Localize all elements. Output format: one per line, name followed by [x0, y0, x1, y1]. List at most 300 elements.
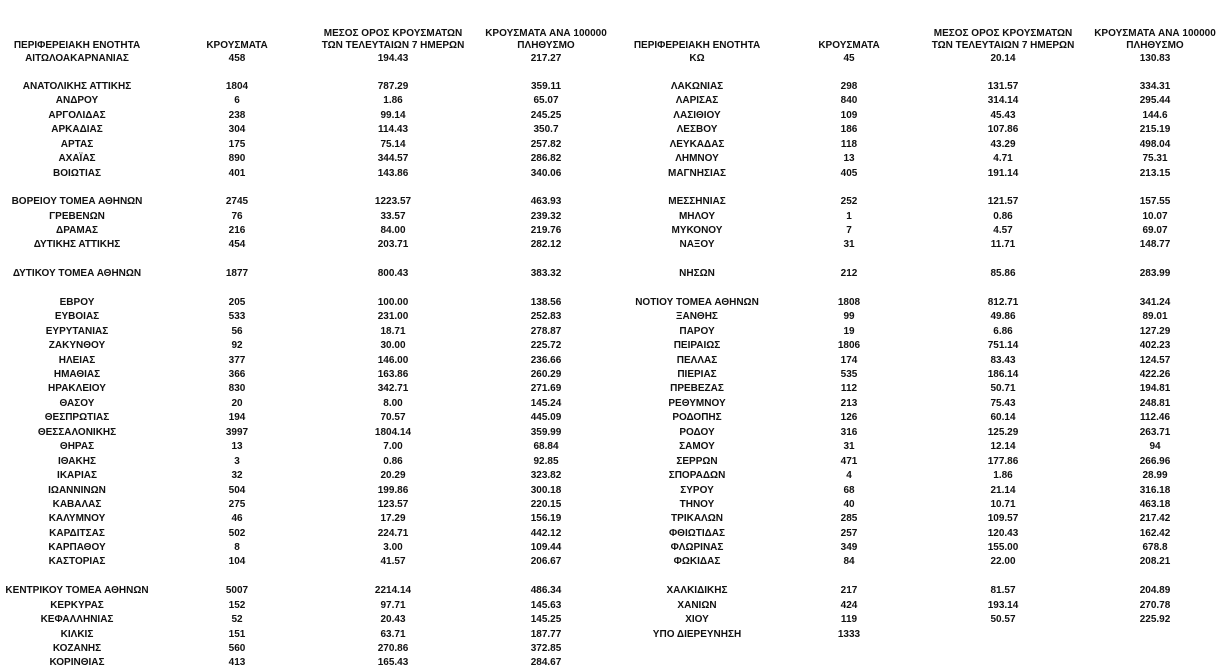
per100k-value: 69.07 — [1142, 225, 1168, 236]
per100k-value: 156.19 — [530, 513, 562, 524]
avg7-value: 0.86 — [993, 211, 1013, 222]
avg7-value: 6.86 — [993, 326, 1013, 337]
region-name: ΒΟΙΩΤΙΑΣ — [53, 168, 101, 179]
cases-value: 84 — [843, 556, 855, 567]
region-name: ΚΑΒΑΛΑΣ — [52, 499, 102, 510]
cases-value: 119 — [840, 614, 858, 625]
per100k-value: 402.23 — [1139, 340, 1171, 351]
avg7-value: 123.57 — [377, 499, 409, 510]
region-name: ΔΥΤΙΚΗΣ ΑΤΤΙΚΗΣ — [33, 239, 121, 250]
cases-value: 31 — [843, 441, 855, 452]
region-name: ΑΡΤΑΣ — [60, 139, 94, 150]
cases-value: 3 — [234, 456, 240, 467]
per100k-value: 208.21 — [1139, 556, 1171, 567]
avg7-value: 50.71 — [990, 383, 1016, 394]
region-name: ΡΟΔΟΥ — [679, 427, 715, 438]
avg7-value: 7.00 — [383, 441, 403, 452]
cases-value: 830 — [228, 383, 246, 394]
avg7-value: 60.14 — [990, 412, 1016, 423]
region-name: ΣΠΟΡΑΔΩΝ — [668, 470, 726, 481]
avg7-value: 70.57 — [380, 412, 406, 423]
header-avg7 — [932, 28, 1075, 52]
per100k-value: 350.7 — [533, 124, 559, 135]
per100k-value: 68.84 — [533, 441, 559, 452]
cases-value: 1333 — [837, 629, 861, 640]
cases-value: 13 — [231, 441, 243, 452]
per100k-value: 138.56 — [530, 297, 562, 308]
per100k-value: 94 — [1149, 441, 1161, 452]
per100k-value: 252.83 — [530, 311, 562, 322]
per100k-value: 323.82 — [530, 470, 562, 481]
header-per100k-line1: ΚΡΟΥΣΜΑΤΑ ΑΝΑ 100000 — [485, 28, 607, 39]
cases-value: 890 — [228, 153, 246, 164]
cases-value: 194 — [228, 412, 246, 423]
header-region: ΠΕΡΙΦΕΡΕΙΑΚΗ ΕΝΟΤΗΤΑ — [13, 40, 141, 51]
cases-value: 56 — [231, 326, 243, 337]
region-name: ΘΕΣΣΑΛΟΝΙΚΗΣ — [37, 427, 117, 438]
cases-value: 413 — [228, 657, 246, 668]
cases-value: 126 — [840, 412, 858, 423]
region-name: ΚΟΡΙΝΘΙΑΣ — [49, 657, 105, 668]
per100k-value: 145.24 — [530, 398, 562, 409]
cases-value: 535 — [840, 369, 858, 380]
region-name: ΦΛΩΡΙΝΑΣ — [670, 542, 724, 553]
region-name: ΠΡΕΒΕΖΑΣ — [670, 383, 724, 394]
avg7-value: 75.14 — [380, 139, 406, 150]
avg7-value: 10.71 — [990, 499, 1016, 510]
per100k-value: 257.82 — [530, 139, 562, 150]
region-name: ΔΡΑΜΑΣ — [56, 225, 98, 236]
cases-value: 8 — [234, 542, 240, 553]
per100k-value: 678.8 — [1142, 542, 1168, 553]
region-name: ΙΚΑΡΙΑΣ — [57, 470, 97, 481]
cases-value: 6 — [234, 95, 240, 106]
cases-value: 212 — [840, 268, 858, 279]
cases-value: 366 — [228, 369, 246, 380]
region-name: ΠΕΛΛΑΣ — [676, 355, 718, 366]
region-name: ΠΑΡΟΥ — [679, 326, 715, 337]
header-per100k-line2: ΠΛΗΘΥΣΜΟ — [1126, 40, 1184, 51]
avg7-value: 344.57 — [377, 153, 409, 164]
avg7-value: 800.43 — [377, 268, 409, 279]
cases-value: 52 — [231, 614, 243, 625]
per100k-value: 109.44 — [530, 542, 562, 553]
region-name: ΑΝΑΤΟΛΙΚΗΣ ΑΤΤΙΚΗΣ — [22, 81, 132, 92]
cases-value: 46 — [231, 513, 243, 524]
per100k-value: 145.63 — [530, 600, 562, 611]
per100k-value: 300.18 — [530, 485, 562, 496]
per100k-value: 248.81 — [1139, 398, 1171, 409]
region-name: ΝΗΣΩΝ — [679, 268, 715, 279]
cases-value: 2745 — [225, 196, 249, 207]
cases-value: 45 — [843, 53, 855, 64]
avg7-value: 22.00 — [990, 556, 1016, 567]
cases-value: 275 — [228, 499, 246, 510]
cases-value: 205 — [228, 297, 246, 308]
avg7-value: 121.57 — [987, 196, 1019, 207]
cases-value: 217 — [840, 585, 858, 596]
per100k-value: 236.66 — [530, 355, 562, 366]
region-name: ΝΟΤΙΟΥ ΤΟΜΕΑ ΑΘΗΝΩΝ — [635, 297, 759, 308]
avg7-value: 18.71 — [380, 326, 406, 337]
region-name: ΠΙΕΡΙΑΣ — [677, 369, 717, 380]
avg7-value: 125.29 — [987, 427, 1019, 438]
cases-value: 4 — [846, 470, 852, 481]
avg7-value: 8.00 — [383, 398, 403, 409]
cases-value: 1808 — [837, 297, 861, 308]
region-name: ΚΑΡΠΑΘΟΥ — [48, 542, 106, 553]
cases-value: 152 — [228, 600, 246, 611]
region-name: ΜΕΣΣΗΝΙΑΣ — [668, 196, 726, 207]
cases-value: 304 — [228, 124, 246, 135]
avg7-value: 3.00 — [383, 542, 403, 553]
region-name: ΧΑΝΙΩΝ — [677, 600, 717, 611]
cases-value: 504 — [228, 485, 246, 496]
per100k-value: 217.27 — [530, 53, 562, 64]
per100k-value: 213.15 — [1139, 168, 1171, 179]
cases-value: 7 — [846, 225, 852, 236]
cases-value: 186 — [840, 124, 858, 135]
header-cases: ΚΡΟΥΣΜΑΤΑ — [818, 40, 880, 51]
avg7-value: 63.71 — [380, 629, 406, 640]
cases-value: 471 — [840, 456, 858, 467]
cases-value: 533 — [228, 311, 246, 322]
per100k-value: 278.87 — [530, 326, 562, 337]
cases-value: 298 — [840, 81, 858, 92]
per100k-value: 215.19 — [1139, 124, 1171, 135]
region-name: ΚΕΝΤΡΙΚΟΥ ΤΟΜΕΑ ΑΘΗΝΩΝ — [5, 585, 149, 596]
per100k-value: 145.25 — [530, 614, 562, 625]
cases-value: 92 — [231, 340, 243, 351]
cases-value: 13 — [843, 153, 855, 164]
avg7-value: 17.29 — [380, 513, 406, 524]
avg7-value: 1223.57 — [374, 196, 412, 207]
region-name: ΧΑΛΚΙΔΙΚΗΣ — [666, 585, 728, 596]
cases-value: 377 — [228, 355, 246, 366]
region-name: ΡΕΘΥΜΝΟΥ — [668, 398, 726, 409]
avg7-value: 99.14 — [380, 110, 406, 121]
region-name: ΤΗΝΟΥ — [679, 499, 715, 510]
cases-value: 1804 — [225, 81, 249, 92]
region-name: ΣΥΡΟΥ — [680, 485, 714, 496]
avg7-value: 231.00 — [377, 311, 409, 322]
cases-value: 238 — [228, 110, 246, 121]
avg7-value: 163.86 — [377, 369, 409, 380]
per100k-value: 127.29 — [1139, 326, 1171, 337]
region-name: ΑΡΚΑΔΙΑΣ — [51, 124, 103, 135]
region-name: ΧΙΟΥ — [685, 614, 709, 625]
per100k-value: 65.07 — [533, 95, 559, 106]
avg7-value: 155.00 — [987, 542, 1019, 553]
region-name: ΗΡΑΚΛΕΙΟΥ — [48, 383, 106, 394]
avg7-value: 194.43 — [377, 53, 409, 64]
avg7-value: 20.43 — [380, 614, 406, 625]
region-name: ΑΙΤΩΛΟΑΚΑΡΝΑΝΙΑΣ — [25, 53, 129, 64]
per100k-value: 266.96 — [1139, 456, 1171, 467]
region-name: ΤΡΙΚΑΛΩΝ — [671, 513, 723, 524]
per100k-value: 225.72 — [530, 340, 562, 351]
avg7-value: 43.29 — [990, 139, 1016, 150]
avg7-value: 114.43 — [377, 124, 409, 135]
region-name: ΡΟΔΟΠΗΣ — [672, 412, 722, 423]
avg7-value: 30.00 — [380, 340, 406, 351]
region-name: ΚΩ — [689, 53, 705, 64]
region-name: ΓΡΕΒΕΝΩΝ — [49, 211, 105, 222]
region-name: ΚΑΡΔΙΤΣΑΣ — [49, 528, 105, 539]
per100k-value: 271.69 — [530, 383, 562, 394]
avg7-value: 11.71 — [990, 239, 1016, 250]
avg7-value: 165.43 — [377, 657, 409, 668]
avg7-value: 84.00 — [380, 225, 406, 236]
region-name: ΝΑΞΟΥ — [679, 239, 715, 250]
per100k-value: 204.89 — [1139, 585, 1171, 596]
avg7-value: 21.14 — [990, 485, 1016, 496]
region-name: ΙΘΑΚΗΣ — [58, 456, 96, 467]
cases-value: 76 — [231, 211, 243, 222]
region-name: ΛΑΡΙΣΑΣ — [675, 95, 719, 106]
cases-value: 257 — [840, 528, 858, 539]
region-name: ΑΧΑΪΑΣ — [58, 153, 96, 164]
per100k-value: 144.6 — [1142, 110, 1168, 121]
per100k-value: 148.77 — [1139, 239, 1171, 250]
per100k-value: 187.77 — [530, 629, 562, 640]
header-cases: ΚΡΟΥΣΜΑΤΑ — [206, 40, 268, 51]
region-name: ΛΕΥΚΑΔΑΣ — [669, 139, 725, 150]
per100k-value: 445.09 — [530, 412, 562, 423]
per100k-value: 340.06 — [530, 168, 562, 179]
region-name: ΜΥΚΟΝΟΥ — [671, 225, 723, 236]
cases-value: 31 — [843, 239, 855, 250]
per100k-value: 282.12 — [530, 239, 562, 250]
per100k-value: 112.46 — [1139, 412, 1171, 423]
per100k-value: 217.42 — [1139, 513, 1171, 524]
per100k-value: 341.24 — [1139, 297, 1171, 308]
region-name: ΘΑΣΟΥ — [59, 398, 95, 409]
avg7-value: 224.71 — [377, 528, 409, 539]
cases-value: 40 — [843, 499, 855, 510]
region-name: ΚΑΛΥΜΝΟΥ — [48, 513, 106, 524]
per100k-value: 359.99 — [530, 427, 562, 438]
per100k-value: 124.57 — [1139, 355, 1171, 366]
region-name: ΑΝΔΡΟΥ — [55, 95, 99, 106]
cases-value: 216 — [228, 225, 246, 236]
cases-value: 1877 — [225, 268, 249, 279]
avg7-value: 12.14 — [990, 441, 1016, 452]
avg7-value: 109.57 — [987, 513, 1019, 524]
header-region: ΠΕΡΙΦΕΡΕΙΑΚΗ ΕΝΟΤΗΤΑ — [633, 40, 761, 51]
region-name: ΒΟΡΕΙΟΥ ΤΟΜΕΑ ΑΘΗΝΩΝ — [11, 196, 143, 207]
region-name: ΦΘΙΩΤΙΔΑΣ — [668, 528, 726, 539]
per100k-value: 194.81 — [1139, 383, 1171, 394]
cases-value: 458 — [228, 53, 246, 64]
cases-value: 840 — [840, 95, 858, 106]
per100k-value: 498.04 — [1139, 139, 1171, 150]
per100k-value: 157.55 — [1139, 196, 1171, 207]
cases-value: 118 — [840, 139, 858, 150]
region-name: ΕΥΡΥΤΑΝΙΑΣ — [45, 326, 109, 337]
region-name: ΥΠΟ ΔΙΕΡΕΥΝΗΣΗ — [652, 629, 742, 640]
per100k-value: 219.76 — [530, 225, 562, 236]
avg7-value: 97.71 — [380, 600, 406, 611]
per100k-value: 260.29 — [530, 369, 562, 380]
region-name: ΕΒΡΟΥ — [59, 297, 95, 308]
avg7-value: 177.86 — [987, 456, 1019, 467]
per100k-value: 383.32 — [530, 268, 562, 279]
cases-value: 424 — [840, 600, 858, 611]
cases-value: 109 — [840, 110, 858, 121]
region-name: ΚΙΛΚΙΣ — [60, 629, 94, 640]
cases-value: 252 — [840, 196, 858, 207]
region-name: ΚΟΖΑΝΗΣ — [52, 643, 102, 654]
cases-value: 1 — [846, 211, 852, 222]
header-per100k — [1094, 28, 1216, 52]
avg7-value: 146.00 — [377, 355, 409, 366]
cases-value: 3997 — [225, 427, 249, 438]
cases-value: 213 — [840, 398, 858, 409]
region-name: ΞΑΝΘΗΣ — [676, 311, 718, 322]
per100k-value: 270.78 — [1139, 600, 1171, 611]
cases-value: 68 — [843, 485, 855, 496]
per100k-value: 263.71 — [1139, 427, 1171, 438]
region-name: ΜΑΓΝΗΣΙΑΣ — [667, 168, 727, 179]
per100k-value: 284.67 — [530, 657, 562, 668]
avg7-value: 131.57 — [987, 81, 1019, 92]
region-name: ΗΜΑΘΙΑΣ — [53, 369, 101, 380]
cases-value: 104 — [228, 556, 246, 567]
region-name: ΜΗΛΟΥ — [678, 211, 716, 222]
avg7-value: 270.86 — [377, 643, 409, 654]
per100k-value: 206.67 — [530, 556, 562, 567]
avg7-value: 186.14 — [987, 369, 1019, 380]
region-name: ΛΕΣΒΟΥ — [676, 124, 718, 135]
cases-value: 151 — [228, 629, 246, 640]
region-name: ΔΥΤΙΚΟΥ ΤΟΜΕΑ ΑΘΗΝΩΝ — [12, 268, 142, 279]
avg7-value: 1.86 — [383, 95, 403, 106]
avg7-value: 100.00 — [377, 297, 409, 308]
avg7-value: 1.86 — [993, 470, 1013, 481]
avg7-value: 314.14 — [987, 95, 1019, 106]
cases-value: 316 — [840, 427, 858, 438]
per100k-value: 283.99 — [1139, 268, 1171, 279]
region-name: ΛΑΚΩΝΙΑΣ — [670, 81, 724, 92]
avg7-value: 50.57 — [990, 614, 1016, 625]
avg7-value: 1804.14 — [374, 427, 412, 438]
per100k-value: 359.11 — [530, 81, 562, 92]
cases-value: 99 — [843, 311, 855, 322]
per100k-value: 220.15 — [530, 499, 562, 510]
per100k-value: 225.92 — [1139, 614, 1171, 625]
avg7-value: 193.14 — [987, 600, 1019, 611]
region-name: ΑΡΓΟΛΙΔΑΣ — [48, 110, 106, 121]
per100k-value: 286.82 — [530, 153, 562, 164]
cases-value: 502 — [228, 528, 246, 539]
per100k-value: 130.83 — [1139, 53, 1171, 64]
avg7-value: 787.29 — [377, 81, 409, 92]
avg7-value: 81.57 — [990, 585, 1016, 596]
per100k-value: 162.42 — [1139, 528, 1171, 539]
per100k-value: 239.32 — [530, 211, 562, 222]
avg7-value: 20.29 — [380, 470, 406, 481]
header-avg7-line2: ΤΩΝ ΤΕΛΕΥΤΑΙΩΝ 7 ΗΜΕΡΩΝ — [321, 40, 465, 51]
per100k-value: 10.07 — [1142, 211, 1168, 222]
region-name: ΠΕΙΡΑΙΩΣ — [673, 340, 721, 351]
header-per100k-line2: ΠΛΗΘΥΣΜΟ — [517, 40, 575, 51]
header-avg7-line1: ΜΕΣΟΣ ΟΡΟΣ ΚΡΟΥΣΜΑΤΩΝ — [933, 28, 1073, 39]
per100k-value: 28.99 — [1142, 470, 1168, 481]
per100k-value: 372.85 — [530, 643, 562, 654]
cases-value: 285 — [840, 513, 858, 524]
cases-value: 349 — [840, 542, 858, 553]
avg7-value: 4.71 — [993, 153, 1013, 164]
per100k-value: 92.85 — [533, 456, 559, 467]
cases-value: 1806 — [837, 340, 861, 351]
avg7-value: 49.86 — [990, 311, 1016, 322]
region-name: ΣΑΜΟΥ — [679, 441, 715, 452]
cases-value: 32 — [231, 470, 243, 481]
region-name: ΚΕΦΑΛΛΗΝΙΑΣ — [40, 614, 114, 625]
avg7-value: 85.86 — [990, 268, 1016, 279]
region-name: ΗΛΕΙΑΣ — [58, 355, 96, 366]
cases-value: 401 — [228, 168, 246, 179]
avg7-value: 107.86 — [987, 124, 1019, 135]
per100k-value: 245.25 — [530, 110, 562, 121]
region-name: ΕΥΒΟΙΑΣ — [54, 311, 100, 322]
avg7-value: 751.14 — [987, 340, 1019, 351]
avg7-value: 0.86 — [383, 456, 403, 467]
avg7-value: 342.71 — [377, 383, 409, 394]
per100k-value: 295.44 — [1139, 95, 1171, 106]
per100k-value: 486.34 — [530, 585, 562, 596]
per100k-value: 422.26 — [1139, 369, 1171, 380]
cases-value: 174 — [840, 355, 858, 366]
cases-value: 20 — [231, 398, 243, 409]
avg7-value: 41.57 — [380, 556, 406, 567]
region-name: ΘΕΣΠΡΩΤΙΑΣ — [44, 412, 110, 423]
avg7-value: 83.43 — [990, 355, 1016, 366]
per100k-value: 75.31 — [1142, 153, 1168, 164]
cases-value: 405 — [840, 168, 858, 179]
region-name: ΖΑΚΥΝΘΟΥ — [48, 340, 106, 351]
cases-value: 112 — [840, 383, 858, 394]
cases-value: 454 — [228, 239, 246, 250]
region-name: ΚΑΣΤΟΡΙΑΣ — [48, 556, 106, 567]
avg7-value: 33.57 — [380, 211, 406, 222]
per100k-value: 442.12 — [530, 528, 562, 539]
avg7-value: 199.86 — [377, 485, 409, 496]
avg7-value: 203.71 — [377, 239, 409, 250]
per100k-value: 463.93 — [530, 196, 562, 207]
region-name: ΙΩΑΝΝΙΝΩΝ — [48, 485, 106, 496]
avg7-value: 143.86 — [377, 168, 409, 179]
avg7-value: 2214.14 — [374, 585, 412, 596]
cases-value: 5007 — [225, 585, 249, 596]
cases-value: 560 — [228, 643, 246, 654]
per100k-value: 316.18 — [1139, 485, 1171, 496]
cases-value: 19 — [843, 326, 855, 337]
region-name: ΘΗΡΑΣ — [59, 441, 95, 452]
per100k-value: 334.31 — [1139, 81, 1171, 92]
avg7-value: 20.14 — [990, 53, 1016, 64]
avg7-value: 45.43 — [990, 110, 1016, 121]
per100k-value: 463.18 — [1139, 499, 1171, 510]
region-name: ΣΕΡΡΩΝ — [676, 456, 718, 467]
avg7-value: 812.71 — [987, 297, 1019, 308]
header-per100k-line1: ΚΡΟΥΣΜΑΤΑ ΑΝΑ 100000 — [1094, 28, 1216, 39]
avg7-value: 120.43 — [987, 528, 1019, 539]
region-name: ΚΕΡΚΥΡΑΣ — [50, 600, 104, 611]
cases-value: 175 — [228, 139, 246, 150]
per100k-value: 89.01 — [1142, 311, 1168, 322]
